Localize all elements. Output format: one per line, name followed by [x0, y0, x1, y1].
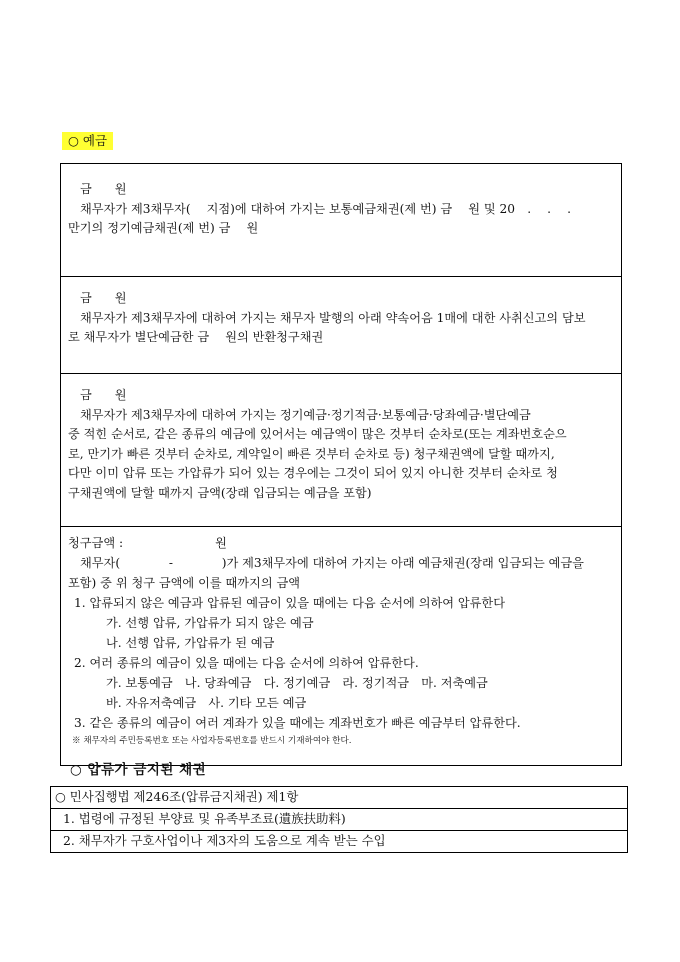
amount-line: 금 원: [80, 388, 128, 402]
prohibited-claims-title: ○ 압류가 금지된 채권: [70, 762, 207, 778]
row2-text-line2: 로 채무자가 별단예금한 금 원의 반환청구채권: [68, 330, 324, 344]
order-item-2: 2. 여러 종류의 예금이 있을 때에는 다음 순서에 의하여 압류한다.: [74, 656, 419, 670]
law-row-item1: [51, 808, 628, 830]
row3-text-line3: 로, 만기가 빠른 것부터 순차로, 계약일이 빠른 것부터 순차로 등) 청구채권액에 달할 때까지,: [68, 446, 555, 461]
law-title: ○ 민사집행법 제246조(압류금지채권) 제1항: [51, 787, 628, 809]
deposit-seizure-table: [60, 163, 622, 766]
order-item-1a: 가. 선행 압류, 가압류가 되지 않은 예금: [106, 616, 314, 630]
law-row-item2: [51, 830, 628, 852]
claim-amount-line: 청구금액 : 원: [68, 536, 227, 550]
civil-execution-act-table: [50, 786, 628, 853]
row2-text-line1: 채무자가 제3채무자에 대하여 가지는 채무자 발행의 아래 약속어음 1매에 대한 사취신고의 담보: [80, 310, 586, 325]
row1-text-line1: 채무자가 제3채무자( 지점)에 대하여 가지는 보통예금채권(제 번) 금 원 및 20 . . .: [80, 201, 571, 216]
deposit-row-2: [61, 277, 622, 374]
footnote: ※ 채무자의 주민등록번호 또는 사업자등록번호를 반드시 기재하여야 한다.: [72, 736, 352, 746]
deposit-row-3: [61, 374, 622, 527]
row3-text-line4: 다만 이미 압류 또는 가압류가 되어 있는 경우에는 그것이 되어 있지 아니한 것부터 순차로 청: [68, 466, 558, 480]
row3-text-line2: 중 적힌 순서로, 같은 종류의 예금에 있어서는 예금액이 많은 것부터 순차로(또는 계좌번호순으: [68, 427, 567, 441]
row4-text-line2: 포함) 중 위 청구 금액에 이를 때까지의 금액: [68, 576, 301, 590]
amount-line: 금 원: [80, 182, 128, 196]
order-item-1b: 나. 선행 압류, 가압류가 된 예금: [106, 636, 275, 650]
order-item-1: 1. 압류되지 않은 예금과 압류된 예금이 있을 때에는 다음 순서에 의하여 압류한다: [74, 596, 505, 610]
deposit-types-line2: 바. 자유저축예금 사. 기타 모든 예금: [106, 696, 307, 710]
row1-text-line2: 만기의 정기예금채권(제 번) 금 원: [68, 221, 259, 235]
row3-text-line5: 구채권액에 달할 때까지 금액(장래 입금되는 예금을 포함): [68, 485, 372, 500]
law-item-2: 2. 채무자가 구호사업이나 제3자의 도움으로 계속 받는 수입: [51, 830, 628, 852]
deposit-row-4: [61, 527, 622, 766]
deposit-heading: ○ 예금: [62, 132, 113, 150]
amount-line: 금 원: [80, 291, 128, 305]
row4-text-line1: 채무자( - )가 제3채무자에 대하여 가지는 아래 예금채권(장래 입금되는 예금을: [80, 556, 584, 570]
deposit-row-1: [61, 164, 622, 277]
order-item-3: 3. 같은 종류의 예금이 여러 계좌가 있을 때에는 계좌번호가 빠른 예금부터 압류한다.: [74, 716, 521, 730]
deposit-types-line1: 가. 보통예금 나. 당좌예금 다. 정기예금 라. 정기적금 마. 저축예금: [106, 676, 488, 690]
row3-text-line1: 채무자가 제3채무자에 대하여 가지는 정기예금·정기적금·보통예금·당좌예금·별단예금: [80, 407, 531, 422]
law-row-title: [51, 787, 628, 809]
law-item-1: 1. 법령에 규정된 부양료 및 유족부조료(遺族扶助料): [51, 808, 628, 830]
